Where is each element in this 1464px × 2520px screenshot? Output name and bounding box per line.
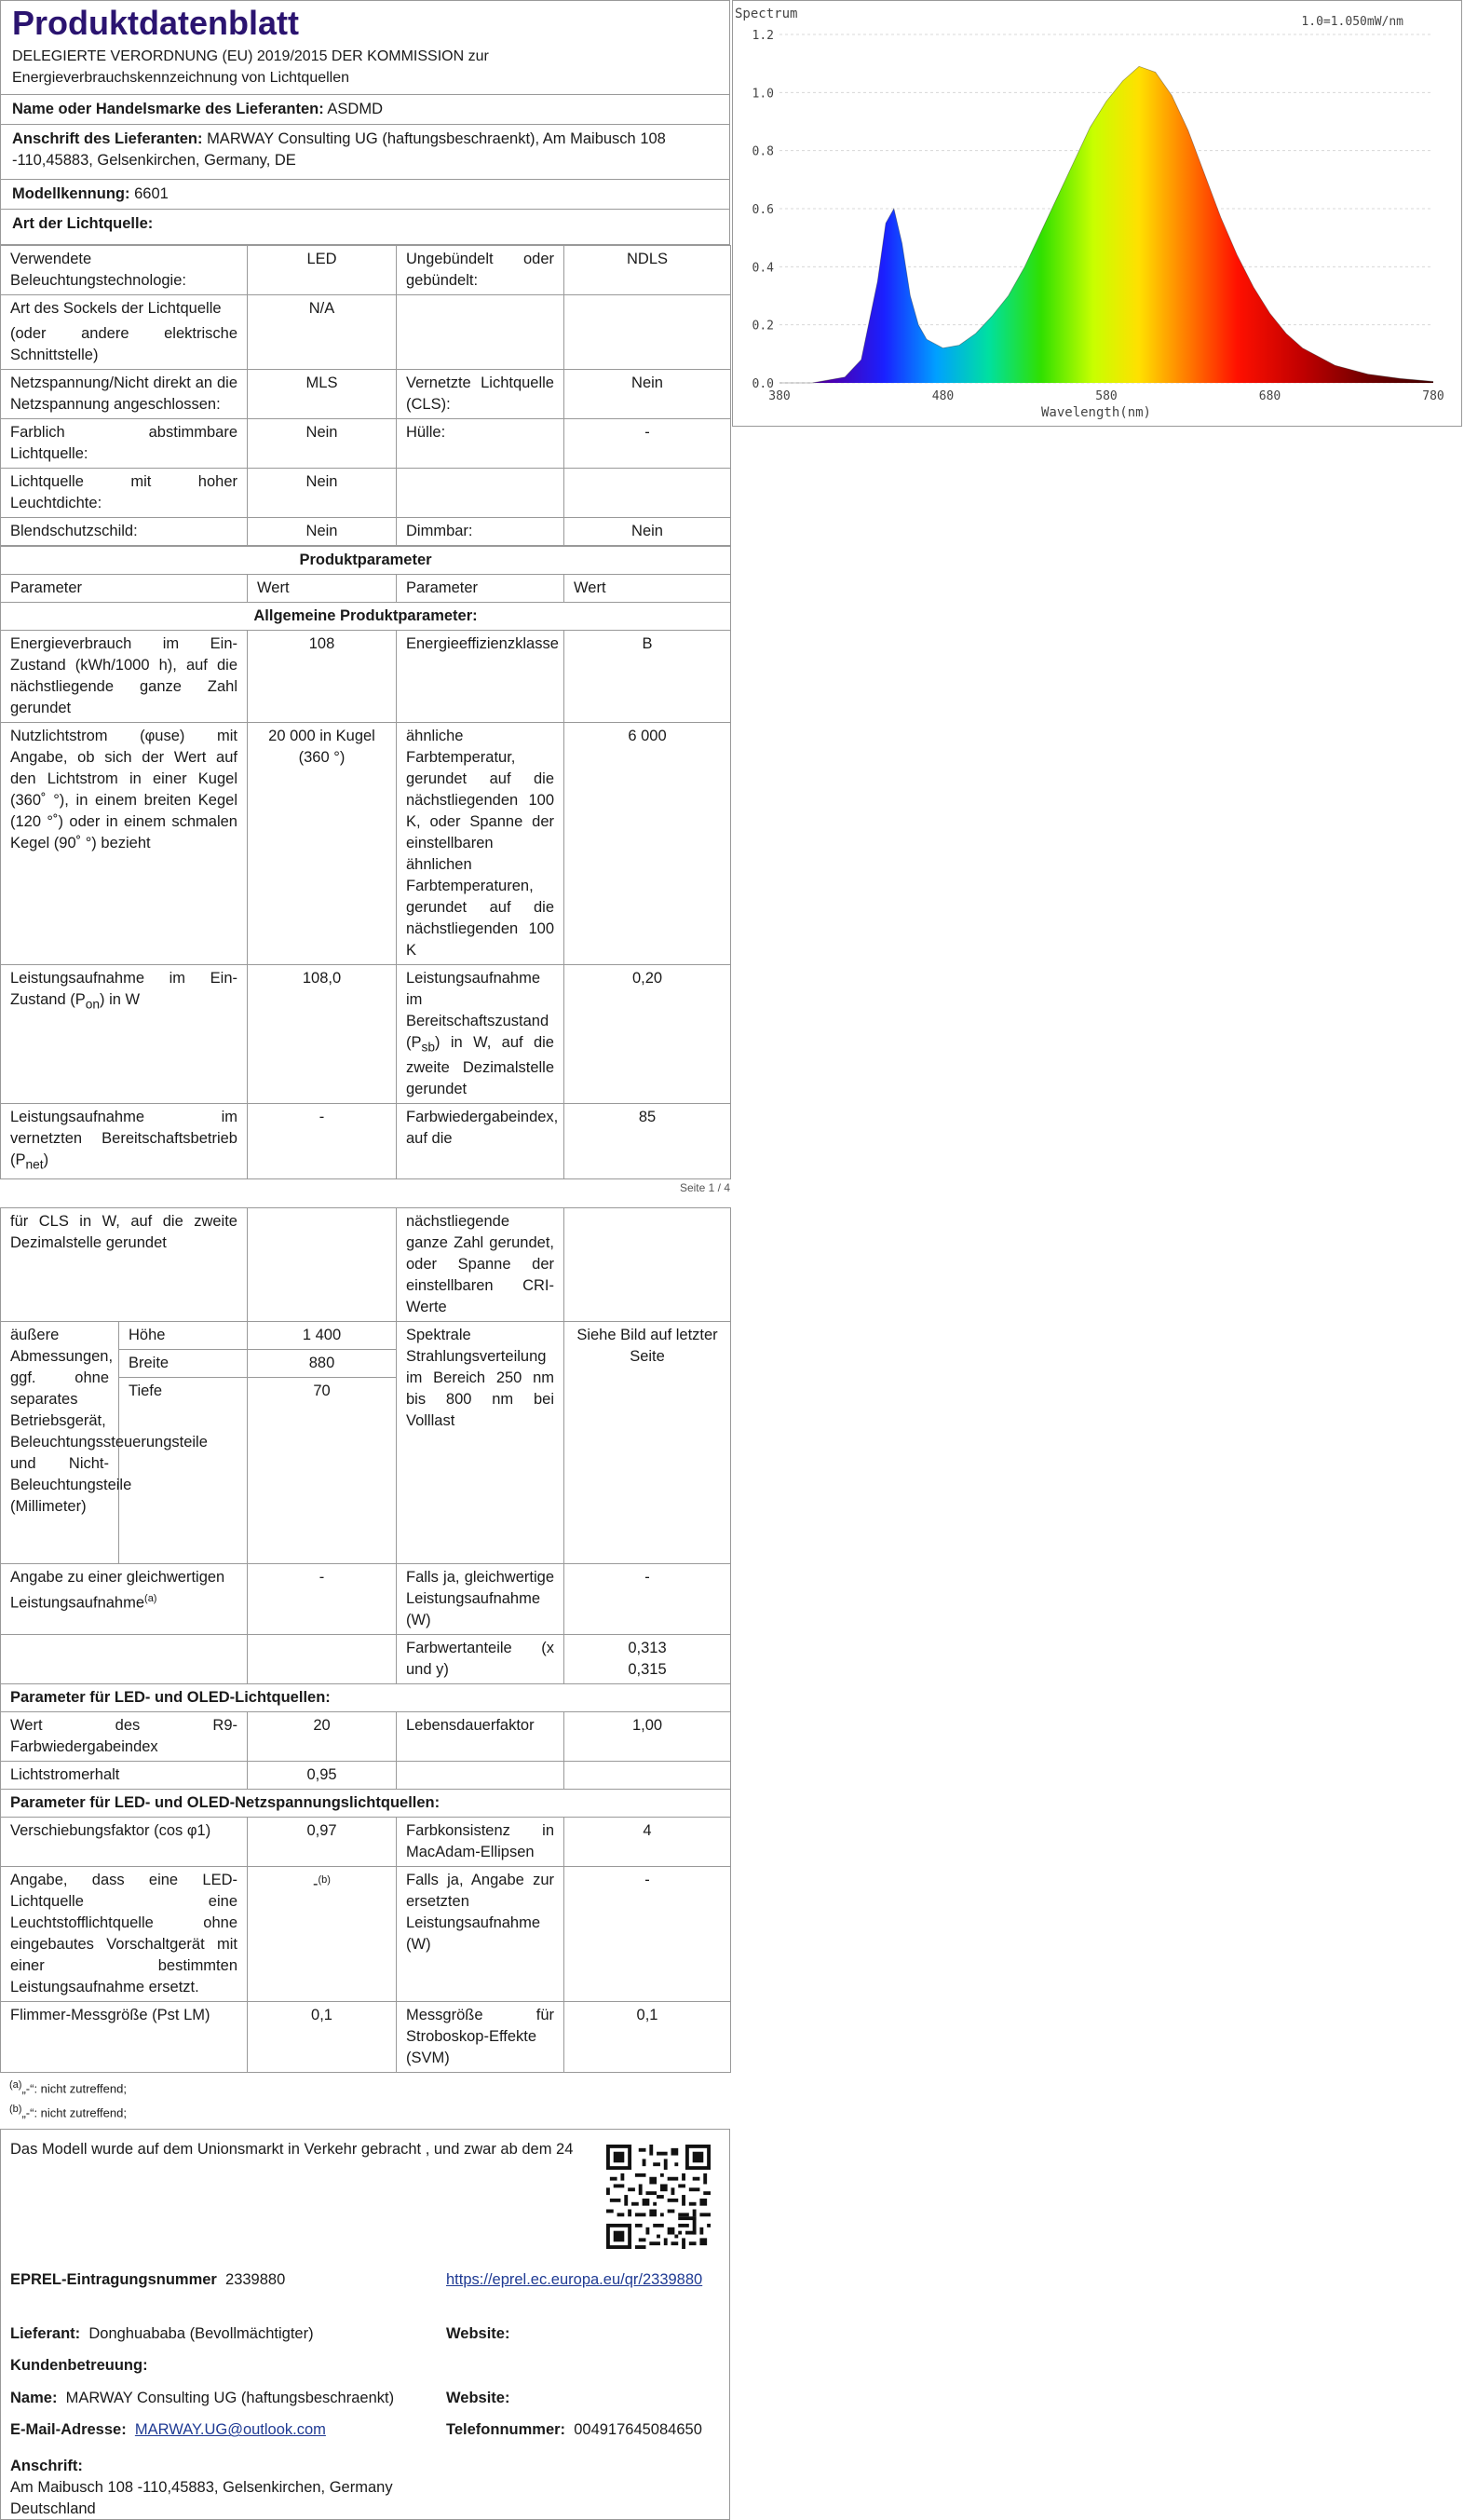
cri-value: 85 [564,1104,731,1178]
model-row [0,180,730,210]
chart-x-ticks [768,389,1444,403]
cls-label: Vernetzte Lichtquelle (CLS): [397,370,564,419]
x-tick-label: 580 [1095,389,1118,403]
email-block [10,2419,326,2441]
phone-block [446,2419,702,2441]
table-row [1,1563,731,1634]
page-break [0,1179,730,1207]
customer-care-label: Kundenbetreuung: [10,2357,148,2375]
footnote-b-text: „-“: nicht zutreffend; [21,2105,127,2120]
care-name-value: MARWAY Consulting UG (haftungsbeschraenkt) [65,2390,395,2407]
consistency-label: Farbkonsistenz in MacAdam-Ellipsen [397,1817,564,1866]
email-link[interactable]: MARWAY.UG@outlook.com [134,2421,326,2439]
table-row [1,575,731,603]
supplier-address-row [0,125,730,180]
table-row [1,1634,731,1683]
spectral-label: Spektrale Strahlungsverteilung im Bereich 250 nm bis 800 nm bei Volllast [397,1321,564,1563]
equiv-value: - [248,1563,397,1634]
height-label: Höhe [119,1321,248,1349]
spectrum-svg [733,1,1461,426]
energy-value: 108 [248,631,397,723]
survival-value: 1,00 [564,1711,731,1761]
maintenance-value: 0,95 [248,1761,397,1789]
footnote-a-mark: (a) [9,2078,22,2091]
psb-label-text: Leistungsaufnahme im Bereitschaftszustand (P [406,970,549,1051]
params-table [0,546,731,1179]
mains-params-title: Parameter für LED- und OLED-Netzspannungslichtquellen: [1,1789,731,1817]
psb-label-sub: sb [421,1040,436,1055]
website-label-2: Website: [446,2390,510,2407]
table-row [1,419,731,469]
equiv-label [1,1563,248,1634]
dimmable-value: Nein [564,518,731,546]
table-row [1,723,731,965]
r9-label: Wert des R9-Farbwiedergabeindex [1,1711,248,1761]
psb-value: 0,20 [564,965,731,1104]
y-tick-label: 0.4 [752,261,774,276]
table-row [1,547,731,575]
footnote-b-mark: (b) [9,2103,22,2115]
glare-label: Blendschutzschild: [1,518,248,546]
footnote-a [0,2075,730,2099]
tech-label: Verwendete Beleuchtungstechnologie: [1,246,248,295]
chroma-x: 0,313 [628,1639,667,1656]
table-row [1,1683,731,1711]
page-number: Seite 1 / 4 [679,1180,730,1194]
address-label: Anschrift: [10,2458,83,2475]
email-label: E-Mail-Adresse: [10,2421,127,2439]
table-row [1,631,731,723]
height-value: 1 400 [248,1321,397,1349]
socket-label-line1: Art des Sockels der Lichtquelle [10,300,222,317]
psb-label [397,965,564,1104]
chart-title: Spectrum [735,7,798,21]
spectrum-chart [732,0,1462,427]
socket-label-line2: (oder andere elektrische Schnittstelle) [10,325,237,363]
empty-cell [397,469,564,518]
y-tick-label: 0.6 [752,203,774,217]
table-row [1,1761,731,1789]
qr-code-icon[interactable] [606,2145,711,2249]
empty-cell [1,1634,248,1683]
y-tick-label: 1.2 [752,29,774,43]
model-label: Modellkennung: [12,185,130,202]
envelope-label: Hülle: [397,419,564,469]
delivery-label: Lieferant: [10,2325,81,2343]
params-section-title: Produktparameter [1,547,731,575]
maintenance-label: Lichtstromerhalt [1,1761,248,1789]
contact-box [0,2129,730,2520]
envelope-value: - [564,419,731,469]
table-row [1,2001,731,2072]
params-table-continued [0,1207,731,2073]
phone-label: Telefonnummer: [446,2421,566,2439]
footnote-a-text: „-“: nicht zutreffend; [21,2080,127,2095]
tunable-label: Farblich abstimmbare Lichtquelle: [1,419,248,469]
supplier-address-label: Anschrift des Lieferanten: [12,130,203,147]
pnet-cont-label: für CLS in W, auf die zweite Dezimalstelle gerundet [1,1207,248,1321]
width-value: 880 [248,1349,397,1377]
pon-label-text: Leistungsaufnahme im Ein-Zustand (P [10,970,237,1008]
spectral-value: Siehe Bild auf letzter Seite [564,1321,731,1563]
supplier-name-label: Name oder Handelsmarke des Lieferanten: [12,101,324,117]
svm-label: Messgröße für Stroboskop-Effekte (SVM) [397,2001,564,2072]
flux-label: Nutzlichtstrom (φuse) mit Angabe, ob sich der Wert auf den Lichtstrom in einer Kugel (360˚ °), in einem breiten Kegel (120 °˚) oder in einem schmalen Kegel (90˚ °) bezieht [1,723,248,965]
table-row [1,603,731,631]
y-tick-label: 0.0 [752,377,774,391]
cct-value: 6 000 [564,723,731,965]
lightsource-table [0,245,731,546]
equiv-label-text: Angabe zu einer gleichwertigen Leistungsaufnahme [10,1568,225,1612]
address-line-1: Am Maibusch 108 -110,45883, Gelsenkirchen, Germany [10,2479,393,2497]
replace-label: Angabe, dass eine LED-Lichtquelle eine Leuchtstofflichtquelle ohne eingebautes Vorschaltgerät mit einer bestimmten Leistungsaufnahme ersetzt. [1,1866,248,2001]
flicker-value: 0,1 [248,2001,397,2072]
table-row [1,469,731,518]
table-row [1,370,731,419]
datasheet [0,0,730,2520]
col-header-value: Wert [248,575,397,603]
light-type-label: Art der Lichtquelle: [12,215,154,232]
flux-value: 20 000 in Kugel (360 °) [248,723,397,965]
y-tick-label: 1.0 [752,87,774,102]
delivery-value: Donghuababa (Bevollmächtigter) [88,2325,314,2343]
eprel-link-block [446,2269,707,2291]
x-tick-label: 380 [768,389,791,403]
mains-value: MLS [248,370,397,419]
supplier-name-value: ASDMD [327,101,383,117]
eprel-label: EPREL-Eintragungsnummer [10,2271,217,2289]
chart-annotation: 1.0=1.050mW/nm [1301,15,1403,29]
directional-label: Ungebündelt oder gebündelt: [397,246,564,295]
replace-value-sup: (b) [318,1873,331,1886]
equiv-power-value: - [564,1563,731,1634]
general-params-title: Allgemeine Produktparameter: [1,603,731,631]
replace-value-text: - [313,1875,319,1893]
footnote-b [0,2099,730,2123]
socket-value: N/A [248,295,397,370]
depth-label: Tiefe [119,1377,248,1563]
spectrum-area [779,66,1433,383]
col-header-param: Parameter [1,575,248,603]
supplier-name-row [0,94,730,125]
empty-cell [397,1761,564,1789]
table-row [1,965,731,1104]
cls-value: Nein [564,370,731,419]
x-tick-label: 780 [1422,389,1444,403]
supplier-address-value: MARWAY Consulting UG (haftungsbeschraenkt), Am Maibusch 108 -110,45883, Gelsenkirchen, Germany, DE [12,130,666,169]
socket-label [1,295,248,370]
survival-label: Lebensdauerfaktor [397,1711,564,1761]
psb-label-post: ) in W, auf die zweite Dezimalstelle gerundet [406,1034,554,1098]
chroma-value [564,1634,731,1683]
chroma-label: Farbwertanteile (x und y) [397,1634,564,1683]
pnet-label [1,1104,248,1178]
cosphi-label: Verschiebungsfaktor (cos φ1) [1,1817,248,1866]
page-title: Produktdatenblatt [0,0,730,44]
y-tick-label: 0.8 [752,144,774,159]
pon-label [1,965,248,1104]
glare-value: Nein [248,518,397,546]
x-tick-label: 480 [931,389,955,403]
table-row [1,1207,731,1321]
mains-label: Netzspannung/Nicht direkt an die Netzspannung angeschlossen: [1,370,248,419]
table-row [1,518,731,546]
tech-value: LED [248,246,397,295]
efficiency-class-value: B [564,631,731,723]
website-label-1: Website: [446,2325,510,2343]
hlls-value: Nein [248,469,397,518]
empty-cell [564,295,731,370]
col-header-value2: Wert [564,575,731,603]
table-row [1,1789,731,1817]
flicker-label: Flimmer-Messgröße (Pst LM) [1,2001,248,2072]
cct-label: ähnliche Farbtemperatur, gerundet auf die nächstliegenden 100 K, oder Spanne der einstellbaren ähnlichen Farbtemperaturen, gerundet auf die nächstliegenden 100 K [397,723,564,965]
replaced-power-value: - [564,1866,731,2001]
eprel-link[interactable]: https://eprel.ec.europa.eu/qr/2339880 [446,2271,703,2289]
led-params-title: Parameter für LED- und OLED-Lichtquellen: [1,1683,731,1711]
x-axis-label: Wavelength(nm) [1040,405,1152,420]
pon-label-post: ) in W [100,991,141,1008]
chroma-y: 0,315 [628,1660,667,1678]
energy-label: Energieverbrauch im Ein-Zustand (kWh/1000 h), auf die nächstliegende ganze Zahl gerundet [1,631,248,723]
table-row [1,1104,731,1178]
pon-value: 108,0 [248,965,397,1104]
empty-cell [248,1634,397,1683]
r9-value: 20 [248,1711,397,1761]
table-row [1,295,731,370]
col-header-param2: Parameter [397,575,564,603]
table-row [1,1321,731,1349]
table-row [1,246,731,295]
page-subtitle: DELEGIERTE VERORDNUNG (EU) 2019/2015 DER KOMMISSION zur Energieverbrauchskennzeichnung von Lichtquellen [0,44,730,94]
cri-cont-label: nächstliegende ganze Zahl gerundet, oder Spanne der einstellbaren CRI-Werte [397,1207,564,1321]
equiv-power-label: Falls ja, gleichwertige Leistungsaufnahme (W) [397,1563,564,1634]
consistency-value: 4 [564,1817,731,1866]
light-type-row [0,210,730,245]
empty-cell [564,469,731,518]
pnet-label-post: ) [43,1151,49,1169]
dimensions-label: äußere Abmessungen, ggf. ohne separates Betriebsgerät, Beleuchtungssteuerungsteile und Nicht-Beleuchtungsteile (Millimeter) [1,1321,119,1563]
svm-value: 0,1 [564,2001,731,2072]
cri-label: Farbwiedergabeindex, auf die [397,1104,564,1178]
website-block-1 [446,2323,509,2345]
pnet-value: - [248,1104,397,1178]
y-tick-label: 0.2 [752,319,774,334]
table-row [1,1866,731,2001]
cosphi-value: 0,97 [248,1817,397,1866]
replaced-power-label: Falls ja, Angabe zur ersetzten Leistungsaufnahme (W) [397,1866,564,2001]
dimmable-label: Dimmbar: [397,518,564,546]
directional-value: NDLS [564,246,731,295]
tunable-value: Nein [248,419,397,469]
width-label: Breite [119,1349,248,1377]
eprel-value: 2339880 [225,2271,286,2289]
efficiency-class-label: Energieeffizienzklasse [397,631,564,723]
chart-y-ticks [752,29,775,391]
care-name-label: Name: [10,2390,58,2407]
empty-cell [564,1761,731,1789]
model-value: 6601 [134,185,169,202]
phone-value: 004917645084650 [574,2421,702,2439]
address-block [10,2456,393,2520]
customer-care-block [10,2355,148,2377]
care-name-block [10,2388,394,2409]
website-block-2 [446,2388,509,2409]
depth-value: 70 [248,1377,397,1563]
hlls-label: Lichtquelle mit hoher Leuchtdichte: [1,469,248,518]
pnet-label-text: Leistungsaufnahme im vernetzten Bereitschaftsbetrieb (P [10,1109,237,1169]
empty-cell [397,295,564,370]
replace-value [248,1866,397,2001]
x-tick-label: 680 [1258,389,1281,403]
pon-label-sub: on [85,997,101,1012]
empty-cell [248,1207,397,1321]
table-row [1,1711,731,1761]
pnet-label-sub: net [25,1157,44,1172]
table-row [1,1817,731,1866]
address-line-2: Deutschland [10,2500,96,2518]
delivery-block [10,2323,314,2345]
empty-cell [564,1207,731,1321]
market-text: Das Modell wurde auf dem Unionsmarkt in Verkehr gebracht , und zwar ab dem 24 [10,2141,574,2159]
equiv-label-sup: (a) [144,1592,157,1604]
eprel-label-block [10,2269,285,2291]
